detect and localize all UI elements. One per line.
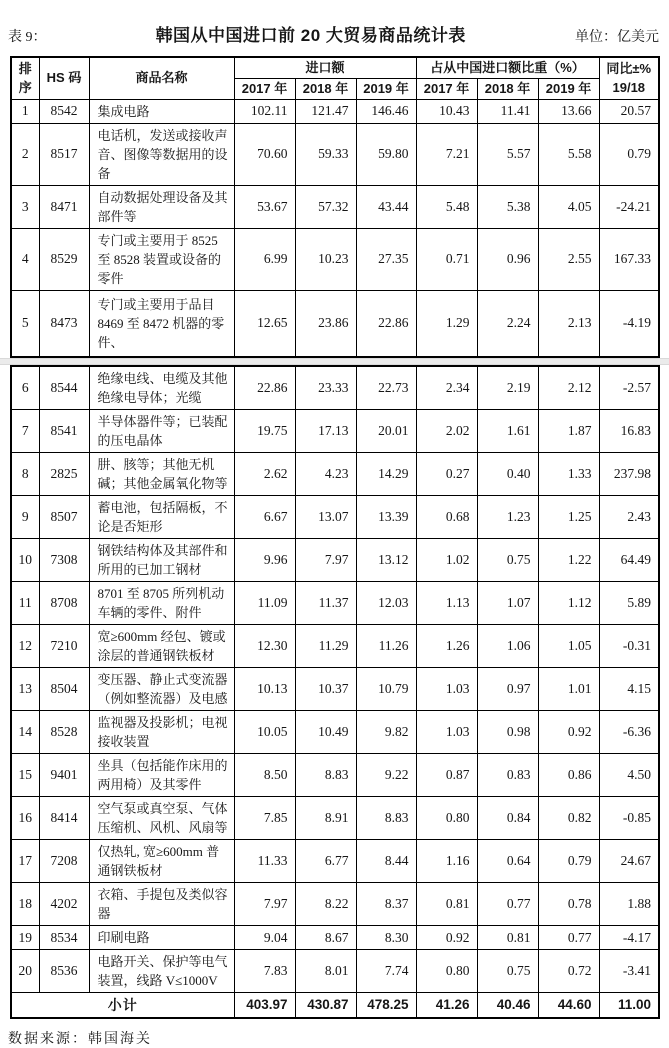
product-name-cell: 监视器及投影机；电视接收装置	[89, 711, 234, 754]
share-cell-2017: 0.87	[416, 754, 477, 797]
rank-cell: 15	[11, 754, 39, 797]
col-header-hs-code: HS 码	[39, 57, 89, 99]
subtotal-share-2018: 40.46	[477, 993, 538, 1018]
table-row	[11, 754, 659, 797]
hs-code-cell: 8504	[39, 668, 89, 711]
import-cell-2017: 7.97	[234, 883, 295, 926]
col-group-share: 占从中国进口额比重（%）	[416, 57, 599, 78]
hs-code-cell: 8414	[39, 797, 89, 840]
table-body-rows-6-20	[11, 366, 659, 993]
share-cell-2018: 0.97	[477, 668, 538, 711]
share-cell-2017: 1.26	[416, 625, 477, 668]
import-cell-2017: 7.83	[234, 950, 295, 993]
subtotal-import-2019: 478.25	[356, 993, 416, 1018]
share-cell-2019: 1.33	[538, 453, 599, 496]
share-cell-2019: 0.72	[538, 950, 599, 993]
product-name-cell: 集成电路	[89, 99, 234, 123]
yoy-cell: -4.17	[599, 926, 659, 950]
yoy-cell: 20.57	[599, 99, 659, 123]
rank-cell: 4	[11, 228, 39, 290]
table-row	[11, 711, 659, 754]
product-name-cell: 钢铁结构体及其部件和所用的已加工钢材	[89, 539, 234, 582]
subtotal-share-2017: 41.26	[416, 993, 477, 1018]
yoy-cell: -0.85	[599, 797, 659, 840]
share-cell-2018: 5.57	[477, 123, 538, 185]
import-cell-2017: 53.67	[234, 185, 295, 228]
col-header-yoy	[599, 57, 659, 99]
yoy-cell: -2.57	[599, 366, 659, 410]
rank-cell: 9	[11, 496, 39, 539]
hs-code-cell: 8708	[39, 582, 89, 625]
product-name-cell: 空气泵或真空泵、气体压缩机、风机、风扇等	[89, 797, 234, 840]
import-cell-2018: 11.29	[295, 625, 356, 668]
import-cell-2018: 57.32	[295, 185, 356, 228]
product-name-cell: 印刷电路	[89, 926, 234, 950]
share-cell-2017: 0.92	[416, 926, 477, 950]
col-header-import-2018: 2018 年	[295, 78, 356, 99]
share-cell-2017: 1.03	[416, 711, 477, 754]
share-cell-2017: 0.71	[416, 228, 477, 290]
share-cell-2018: 0.96	[477, 228, 538, 290]
table-row	[11, 883, 659, 926]
share-cell-2019: 0.82	[538, 797, 599, 840]
hs-code-cell: 9401	[39, 754, 89, 797]
import-cell-2017: 10.13	[234, 668, 295, 711]
share-cell-2017: 1.29	[416, 290, 477, 357]
hs-code-cell: 8517	[39, 123, 89, 185]
import-cell-2019: 59.80	[356, 123, 416, 185]
product-name-cell: 蓄电池，包括隔板，不论是否矩形	[89, 496, 234, 539]
hs-code-cell: 2825	[39, 453, 89, 496]
table-row	[11, 797, 659, 840]
share-cell-2018: 0.75	[477, 539, 538, 582]
import-cell-2018: 6.77	[295, 840, 356, 883]
share-cell-2019: 1.05	[538, 625, 599, 668]
import-cell-2018: 4.23	[295, 453, 356, 496]
import-cell-2017: 102.11	[234, 99, 295, 123]
share-cell-2019: 0.92	[538, 711, 599, 754]
import-cell-2018: 10.37	[295, 668, 356, 711]
hs-code-cell: 7210	[39, 625, 89, 668]
col-header-share-2019: 2019 年	[538, 78, 599, 99]
import-cell-2018: 59.33	[295, 123, 356, 185]
share-cell-2019: 1.12	[538, 582, 599, 625]
share-cell-2018: 5.38	[477, 185, 538, 228]
yoy-cell: -3.41	[599, 950, 659, 993]
col-header-share-2018: 2018 年	[477, 78, 538, 99]
page-title: 韩国从中国进口前 20 大贸易商品统计表	[155, 26, 466, 45]
col-header-import-2019: 2019 年	[356, 78, 416, 99]
product-name-cell: 电话机，发送或接收声音、图像等数据用的设备	[89, 123, 234, 185]
share-cell-2018: 11.41	[477, 99, 538, 123]
import-cell-2019: 7.74	[356, 950, 416, 993]
hs-code-cell: 4202	[39, 883, 89, 926]
share-cell-2018: 1.23	[477, 496, 538, 539]
import-cell-2018: 8.83	[295, 754, 356, 797]
rank-header-line2: 序	[18, 80, 32, 96]
rank-cell: 13	[11, 668, 39, 711]
share-cell-2018: 2.24	[477, 290, 538, 357]
import-cell-2018: 10.49	[295, 711, 356, 754]
trade-table-section-2	[10, 365, 660, 1019]
import-cell-2019: 27.35	[356, 228, 416, 290]
yoy-cell: 5.89	[599, 582, 659, 625]
rank-cell: 12	[11, 625, 39, 668]
rank-cell: 17	[11, 840, 39, 883]
share-cell-2018: 1.07	[477, 582, 538, 625]
rank-cell: 7	[11, 410, 39, 453]
product-name-cell: 衣箱、手提包及类似容器	[89, 883, 234, 926]
table-body-rows-1-5	[11, 99, 659, 357]
import-cell-2018: 17.13	[295, 410, 356, 453]
table-row	[11, 123, 659, 185]
share-cell-2019: 1.01	[538, 668, 599, 711]
table-row	[11, 668, 659, 711]
share-cell-2019: 2.55	[538, 228, 599, 290]
hs-code-cell: 8473	[39, 290, 89, 357]
rank-cell: 5	[11, 290, 39, 357]
yoy-cell: 16.83	[599, 410, 659, 453]
import-cell-2017: 9.96	[234, 539, 295, 582]
trade-table-section-1	[10, 56, 660, 358]
import-cell-2018: 8.22	[295, 883, 356, 926]
col-header-share-2017: 2017 年	[416, 78, 477, 99]
unit-label: 单位：亿美元	[575, 30, 659, 45]
share-cell-2017: 0.81	[416, 883, 477, 926]
hs-code-cell: 8544	[39, 366, 89, 410]
product-name-cell: 专门或主要用于 8525 至 8528 装置或设备的零件	[89, 228, 234, 290]
import-cell-2017: 22.86	[234, 366, 295, 410]
product-name-cell: 变压器、静止式变流器（例如整流器）及电感	[89, 668, 234, 711]
share-cell-2017: 2.34	[416, 366, 477, 410]
share-cell-2017: 1.13	[416, 582, 477, 625]
import-cell-2017: 9.04	[234, 926, 295, 950]
product-name-cell: 宽≥600mm 经包、镀或涂层的普通钢铁板材	[89, 625, 234, 668]
import-cell-2019: 9.82	[356, 711, 416, 754]
share-cell-2017: 0.27	[416, 453, 477, 496]
share-cell-2019: 5.58	[538, 123, 599, 185]
product-name-cell: 绝缘电线、电缆及其他绝缘电导体；光缆	[89, 366, 234, 410]
import-cell-2019: 43.44	[356, 185, 416, 228]
yoy-cell: 4.50	[599, 754, 659, 797]
table-row	[11, 950, 659, 993]
import-cell-2018: 10.23	[295, 228, 356, 290]
import-cell-2019: 8.30	[356, 926, 416, 950]
import-cell-2017: 12.30	[234, 625, 295, 668]
yoy-cell: -6.36	[599, 711, 659, 754]
yoy-header-line2: 19/18	[612, 80, 646, 96]
share-cell-2017: 0.80	[416, 797, 477, 840]
import-cell-2017: 11.33	[234, 840, 295, 883]
import-cell-2018: 23.33	[295, 366, 356, 410]
share-cell-2018: 0.98	[477, 711, 538, 754]
subtotal-share-2019: 44.60	[538, 993, 599, 1018]
table-header	[11, 57, 659, 99]
share-cell-2018: 2.19	[477, 366, 538, 410]
rank-cell: 1	[11, 99, 39, 123]
yoy-cell: 4.15	[599, 668, 659, 711]
import-cell-2017: 6.99	[234, 228, 295, 290]
import-cell-2019: 10.79	[356, 668, 416, 711]
table-row	[11, 625, 659, 668]
import-cell-2017: 19.75	[234, 410, 295, 453]
col-header-product-name: 商品名称	[89, 57, 234, 99]
share-cell-2018: 0.75	[477, 950, 538, 993]
yoy-cell: -4.19	[599, 290, 659, 357]
share-cell-2018: 0.40	[477, 453, 538, 496]
hs-code-cell: 8507	[39, 496, 89, 539]
rank-cell: 20	[11, 950, 39, 993]
product-name-cell: 仅热轧, 宽≥600mm 普通钢铁板材	[89, 840, 234, 883]
share-cell-2019: 1.25	[538, 496, 599, 539]
import-cell-2018: 121.47	[295, 99, 356, 123]
import-cell-2019: 14.29	[356, 453, 416, 496]
rank-cell: 14	[11, 711, 39, 754]
yoy-cell: 0.79	[599, 123, 659, 185]
share-cell-2018: 1.06	[477, 625, 538, 668]
share-cell-2018: 1.61	[477, 410, 538, 453]
import-cell-2019: 146.46	[356, 99, 416, 123]
share-cell-2017: 1.16	[416, 840, 477, 883]
share-cell-2017: 0.80	[416, 950, 477, 993]
table-row	[11, 228, 659, 290]
rank-cell: 3	[11, 185, 39, 228]
share-cell-2019: 0.77	[538, 926, 599, 950]
import-cell-2019: 13.39	[356, 496, 416, 539]
rank-cell: 16	[11, 797, 39, 840]
import-cell-2018: 23.86	[295, 290, 356, 357]
yoy-cell: -24.21	[599, 185, 659, 228]
import-cell-2018: 8.01	[295, 950, 356, 993]
share-cell-2019: 0.86	[538, 754, 599, 797]
share-cell-2017: 5.48	[416, 185, 477, 228]
share-cell-2017: 1.02	[416, 539, 477, 582]
hs-code-cell: 8528	[39, 711, 89, 754]
import-cell-2017: 12.65	[234, 290, 295, 357]
share-cell-2019: 1.87	[538, 410, 599, 453]
table-number-label: 表 9：	[8, 30, 47, 45]
share-cell-2017: 1.03	[416, 668, 477, 711]
hs-code-cell: 8529	[39, 228, 89, 290]
table-row	[11, 453, 659, 496]
table-row	[11, 366, 659, 410]
share-cell-2018: 0.81	[477, 926, 538, 950]
subtotal-row	[11, 993, 659, 1018]
col-header-rank	[11, 57, 39, 99]
share-cell-2018: 0.77	[477, 883, 538, 926]
yoy-header-line1: 同比±%	[606, 61, 652, 77]
product-name-cell: 半导体器件等；已装配的压电晶体	[89, 410, 234, 453]
yoy-cell: 1.88	[599, 883, 659, 926]
import-cell-2019: 11.26	[356, 625, 416, 668]
col-header-import-2017: 2017 年	[234, 78, 295, 99]
yoy-cell: -0.31	[599, 625, 659, 668]
page-header	[0, 0, 669, 46]
share-cell-2018: 0.83	[477, 754, 538, 797]
hs-code-cell: 8471	[39, 185, 89, 228]
table-row	[11, 290, 659, 357]
product-name-cell: 8701 至 8705 所列机动车辆的零件、附件	[89, 582, 234, 625]
hs-code-cell: 8542	[39, 99, 89, 123]
yoy-cell: 167.33	[599, 228, 659, 290]
table-subtotal-body	[11, 993, 659, 1018]
import-cell-2019: 9.22	[356, 754, 416, 797]
subtotal-label: 小计	[11, 993, 234, 1018]
table-row	[11, 185, 659, 228]
import-cell-2017: 6.67	[234, 496, 295, 539]
rank-cell: 2	[11, 123, 39, 185]
share-cell-2017: 2.02	[416, 410, 477, 453]
rank-header-line1: 排	[18, 61, 32, 77]
table-row	[11, 582, 659, 625]
import-cell-2017: 11.09	[234, 582, 295, 625]
import-cell-2019: 8.83	[356, 797, 416, 840]
hs-code-cell: 7308	[39, 539, 89, 582]
import-cell-2017: 7.85	[234, 797, 295, 840]
import-cell-2018: 11.37	[295, 582, 356, 625]
yoy-cell: 2.43	[599, 496, 659, 539]
rank-cell: 8	[11, 453, 39, 496]
import-cell-2019: 22.73	[356, 366, 416, 410]
yoy-cell: 64.49	[599, 539, 659, 582]
share-cell-2018: 0.84	[477, 797, 538, 840]
rank-cell: 6	[11, 366, 39, 410]
import-cell-2018: 7.97	[295, 539, 356, 582]
rank-cell: 11	[11, 582, 39, 625]
import-cell-2018: 8.67	[295, 926, 356, 950]
yoy-cell: 237.98	[599, 453, 659, 496]
share-cell-2017: 7.21	[416, 123, 477, 185]
rank-cell: 19	[11, 926, 39, 950]
table-row	[11, 840, 659, 883]
share-cell-2017: 10.43	[416, 99, 477, 123]
hs-code-cell: 7208	[39, 840, 89, 883]
product-name-cell: 自动数据处理设备及其部件等	[89, 185, 234, 228]
hs-code-cell: 8534	[39, 926, 89, 950]
import-cell-2019: 12.03	[356, 582, 416, 625]
import-cell-2019: 20.01	[356, 410, 416, 453]
hs-code-cell: 8541	[39, 410, 89, 453]
data-source-note: 数据来源：韩国海关	[8, 1031, 152, 1047]
hs-code-cell: 8536	[39, 950, 89, 993]
import-cell-2018: 8.91	[295, 797, 356, 840]
share-cell-2019: 4.05	[538, 185, 599, 228]
rank-cell: 10	[11, 539, 39, 582]
page-break-gap	[0, 358, 669, 365]
product-name-cell: 专门或主要用于品目 8469 至 8472 机器的零件、	[89, 290, 234, 357]
import-cell-2018: 13.07	[295, 496, 356, 539]
subtotal-import-2017: 403.97	[234, 993, 295, 1018]
import-cell-2017: 2.62	[234, 453, 295, 496]
share-cell-2019: 2.13	[538, 290, 599, 357]
import-cell-2017: 8.50	[234, 754, 295, 797]
share-cell-2019: 0.79	[538, 840, 599, 883]
share-cell-2017: 0.68	[416, 496, 477, 539]
product-name-cell: 电路开关、保护等电气装置，线路 V≤1000V	[89, 950, 234, 993]
table-row	[11, 539, 659, 582]
share-cell-2019: 2.12	[538, 366, 599, 410]
product-name-cell: 坐具（包括能作床用的两用椅）及其零件	[89, 754, 234, 797]
share-cell-2019: 13.66	[538, 99, 599, 123]
import-cell-2017: 70.60	[234, 123, 295, 185]
product-name-cell: 肼、胲等；其他无机碱；其他金属氧化物等	[89, 453, 234, 496]
subtotal-yoy: 11.00	[599, 993, 659, 1018]
table-row	[11, 410, 659, 453]
import-cell-2019: 13.12	[356, 539, 416, 582]
import-cell-2019: 8.37	[356, 883, 416, 926]
rank-cell: 18	[11, 883, 39, 926]
table-row	[11, 496, 659, 539]
share-cell-2019: 1.22	[538, 539, 599, 582]
table-row	[11, 926, 659, 950]
import-cell-2019: 22.86	[356, 290, 416, 357]
subtotal-import-2018: 430.87	[295, 993, 356, 1018]
share-cell-2018: 0.64	[477, 840, 538, 883]
table-row	[11, 99, 659, 123]
yoy-cell: 24.67	[599, 840, 659, 883]
import-cell-2017: 10.05	[234, 711, 295, 754]
col-group-import-amount: 进口额	[234, 57, 416, 78]
import-cell-2019: 8.44	[356, 840, 416, 883]
share-cell-2019: 0.78	[538, 883, 599, 926]
